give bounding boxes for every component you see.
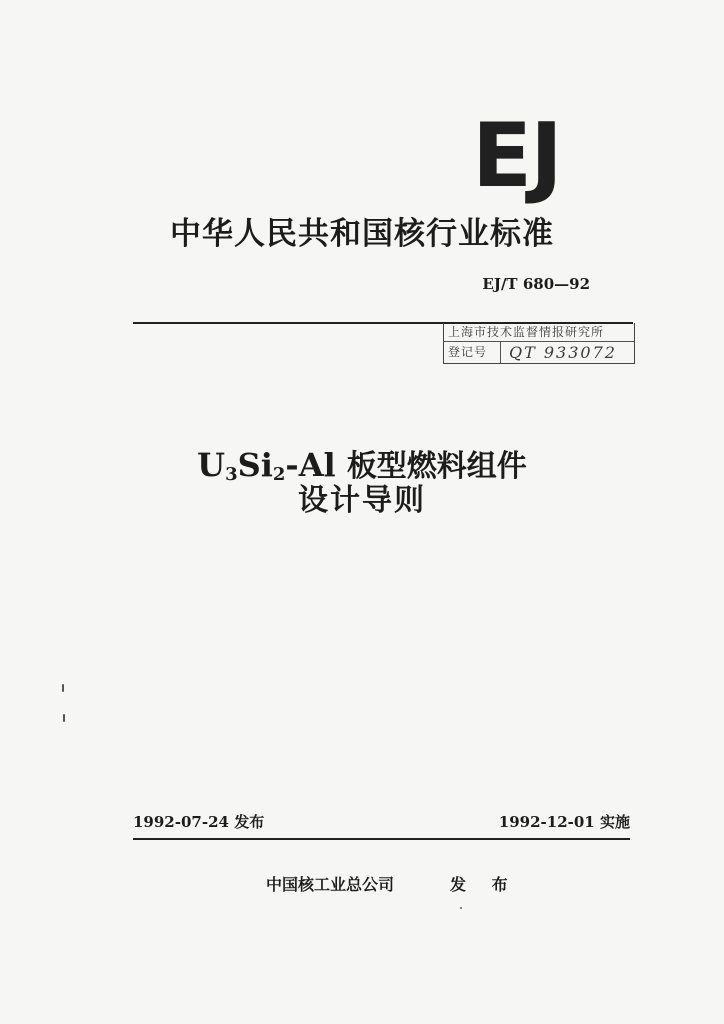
formula-si: Si	[237, 446, 273, 484]
publisher-action: 发 布	[450, 875, 518, 894]
scan-speck	[460, 907, 462, 909]
publisher-name: 中国核工业总公司	[266, 875, 395, 894]
formula-sub-2: 2	[272, 464, 286, 485]
registration-stamp	[443, 323, 635, 364]
publish-date: 1992-07-24	[133, 813, 229, 831]
stamp-row-institute	[444, 323, 634, 342]
implement-date: 1992-12-01	[498, 813, 595, 831]
stamp-row-registration	[444, 342, 634, 363]
formula-u: U	[197, 446, 226, 484]
publish-date-block	[133, 811, 264, 832]
stamp-institute: 上海市技术监督情报研究所	[448, 325, 605, 339]
bottom-divider	[133, 838, 630, 840]
publish-label: 发布	[234, 813, 265, 831]
scan-speck	[62, 684, 64, 692]
implement-label: 实施	[599, 813, 630, 831]
title-line1-text: 板型燃料组件	[346, 449, 527, 484]
standard-title: 中华人民共和国核行业标准	[170, 216, 554, 252]
formula-al: -Al	[285, 446, 336, 484]
formula-sub-3: 3	[225, 464, 238, 485]
stamp-registration-label: 登记号	[444, 342, 501, 363]
standard-code: EJ/T 680—92	[482, 275, 590, 293]
scan-speck	[63, 714, 65, 722]
document-title-line2: 设计导则	[298, 483, 426, 518]
ej-logo: EJ	[472, 104, 561, 207]
implement-date-block	[470, 811, 630, 832]
stamp-registration-number: QT 933072	[509, 343, 617, 362]
